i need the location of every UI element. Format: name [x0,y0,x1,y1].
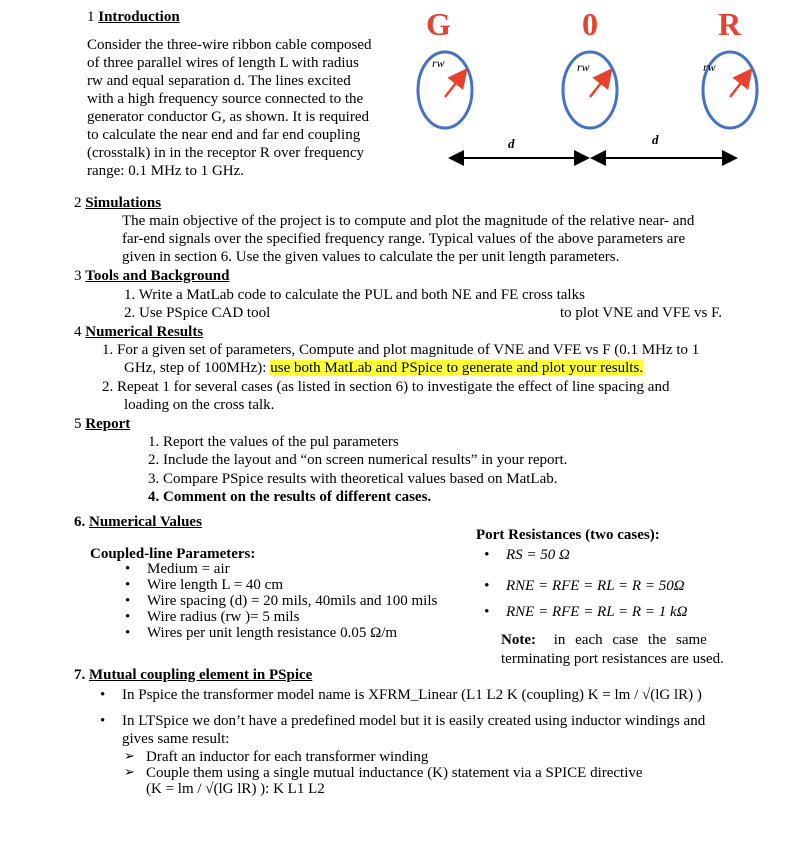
port-heading: Port Resistances (two cases): [476,527,660,543]
mutual-sub-item-cont: (K = lm / √(lG lR) ): K L1 L2 [146,781,325,797]
coupled-item: • Wire spacing (d) = 20 mils, 40mils and 100 mils [147,593,437,609]
intro-line: Consider the three-wire ribbon cable composed [87,37,372,53]
note-line [501,631,707,649]
intro-paragraph [87,36,397,180]
results-item-1: 1. For a given set of parameters, Compute and plot magnitude of VNE and VFE vs F (0.1 MHz to 1 [102,342,700,358]
section-1-heading [87,8,180,26]
section-title: Tools and Background [85,268,230,284]
report-item: 2. Include the layout and “on screen numerical results” in your report. [148,452,568,468]
tools-right-text: to plot VNE and VFE vs F. [560,305,723,321]
coupled-item: • Wire radius (rw )= 5 mils [147,609,299,625]
tools-item: 1. Write a MatLab code to calculate the PUL and both NE and FE cross talks [124,287,585,303]
report-item: 1. Report the values of the pul parameters [148,434,399,450]
wire-cross-section-diagram [400,45,780,175]
results-text: GHz, step of 100MHz): [124,360,267,376]
receptor-label: R [718,6,742,42]
generator-label: G [426,6,451,42]
section-number: 5 [74,416,82,432]
section-title: Simulations [85,195,162,211]
wire-g-circle [418,52,472,128]
wire-0-circle [563,52,617,128]
note-text-cont: terminating port resistances are used. [501,651,724,667]
results-item-2-cont: loading on the cross talk. [124,397,275,413]
note-text: in each case the same [553,632,707,648]
simulations-line: far-end signals over the specified frequency range. Typical values of the above parameters are [122,231,686,247]
section-7-heading [74,666,312,684]
mutual-bullet: • In Pspice the transformer model name is XFRM_Linear (L1 L2 K (coupling) K = lm / √(lG lR) ) [122,686,702,704]
rw-label: rw [432,56,445,70]
coupled-item: • Wires per unit length resistance 0.05 Ω/m [147,625,397,641]
section-number: 3 [74,268,82,284]
simulations-paragraph [122,212,782,266]
report-item: 4. Comment on the results of different cases. [148,489,432,505]
section-title: Mutual coupling element in PSpice [89,667,313,683]
section-title: Report [85,416,131,432]
highlighted-text: use both MatLab and PSpice to generate and plot your results. [270,360,644,376]
section-title: Numerical Values [89,514,202,530]
section-number: 7. [74,667,86,683]
spacing-label: d [652,132,659,147]
simulations-line: given in section 6. Use the given values to calculate the per unit length parameters. [122,249,620,265]
mutual-bullet-cont: gives same result: [122,731,230,747]
section-number: 4 [74,324,82,340]
section-4-heading [74,323,203,341]
port-item: • RNE = RFE = RL = R = 1 kΩ [506,603,687,621]
mutual-bullet: • In LTSpice we don’t have a predefined model but it is easily created using inductor windings and [122,712,705,730]
intro-line: generator conductor G, as shown. It is required [87,109,369,125]
note-label: Note: [501,632,536,648]
intro-line: range: 0.1 MHz to 1 GHz. [87,163,245,179]
results-item-2: 2. Repeat 1 for several cases (as listed in section 6) to investigate the effect of line spacing and [102,379,670,395]
section-number: 1 [87,9,95,25]
section-2-heading [74,194,161,212]
report-item: 3. Compare PSpice results with theoretical values based on MatLab. [148,471,558,487]
ground-label: 0 [582,6,598,42]
coupled-item: • Medium = air [147,561,230,577]
radius-arrow-r [730,70,751,97]
spacing-label: d [508,136,515,151]
rw-label: rw [703,60,716,74]
intro-line: rw and equal separation d. The lines excited [87,73,351,89]
radius-arrow-0 [590,70,611,97]
simulations-line: The main objective of the project is to compute and plot the magnitude of the relative near- and [122,213,695,229]
section-6-heading [74,513,202,531]
intro-line: (crosstalk) in in the receptor R over frequency [87,145,364,161]
rw-label: rw [577,60,590,74]
intro-line: with a high frequency source connected to the [87,91,364,107]
coupled-heading: Coupled-line Parameters: [90,546,256,562]
coupled-item: • Wire length L = 40 cm [147,577,283,593]
intro-line: to calculate the near end and far end coupling [87,127,361,143]
port-item: • RNE = RFE = RL = R = 50Ω [506,577,685,595]
port-item: • RS = 50 Ω [506,546,570,564]
results-item-1-cont [124,359,643,377]
intro-line: of three parallel wires of length L with radius [87,55,359,71]
section-title: Introduction [98,9,180,25]
section-number: 6. [74,514,86,530]
section-title: Numerical Results [85,324,204,340]
section-number: 2 [74,195,82,211]
mutual-sub-item: ➢ Draft an inductor for each transformer winding [146,749,428,765]
section-5-heading [74,415,130,433]
section-3-heading [74,267,230,285]
mutual-sub-item: ➢ Couple them using a single mutual inductance (K) statement via a SPICE directive [146,765,643,781]
radius-arrow-g [445,70,466,97]
tools-item: 2. Use PSpice CAD tool [124,305,271,321]
